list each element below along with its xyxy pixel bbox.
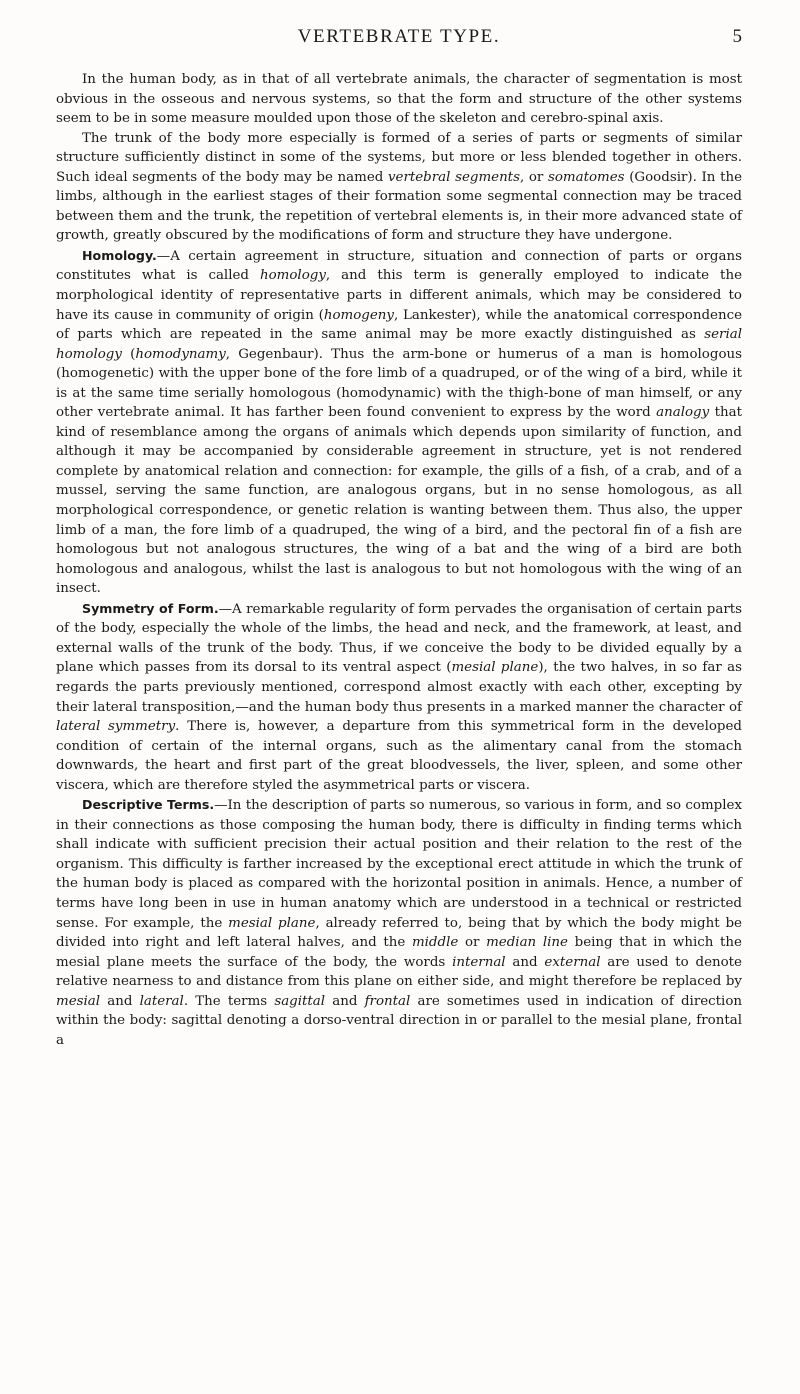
paragraph [56,795,742,1050]
italic-term: lateral symmetry [56,719,176,735]
paragraph [56,70,742,129]
italic-term: somatomes [547,169,625,185]
italic-term: internal [452,954,506,970]
paragraph [56,129,742,246]
text-run: are used to denote relative nearness to and distance from this plane on either side, and might therefore be replaced by [56,954,742,990]
text-run: and [505,954,545,970]
text-run: . The terms [183,993,275,1009]
text-run: ( [121,346,136,362]
paragraph [56,599,742,795]
italic-term: homology [259,268,326,284]
text-run: are sometimes used in indication of direction within the body: sagittal denoting a dorso-ventral direction in or parallel to the mesial plane, frontal a [56,993,742,1048]
paragraph [56,246,742,599]
text-run: , Lankester), while the anatomical correspondence of parts which are repeated in the same animal may be more exactly distinguished as [56,307,743,343]
text-run: (Goodsir). In the limbs, although in the earliest stages of their formation some segmental connection may be traced between them and the trunk, the repetition of vertebral elements is, in their more advanced state of growth, greatly obscured by the modifications of form and structure they have undergone. [56,169,743,244]
italic-term: mesial plane [228,915,316,931]
running-header [56,26,742,66]
italic-term: vertebral segments [387,169,520,185]
text-run: —A remarkable regularity of form pervades the organisation of certain parts of the body, especially the whole of the limbs, the head and neck, and the framework, at least, and external walls of the trunk of the body. Thus, if we conceive the body to be divided equally by a plane which passes from its dorsal to its ventral aspect ( [56,601,742,676]
text-run: and [100,993,140,1009]
text-run: being that in which the mesial plane meets the surface of the body, the words [56,935,742,970]
section-heading: Symmetry of Form. [82,600,219,616]
text-run: In the human body, as in that of all vertebrate animals, the character of segmentation is most obvious in the osseous and nervous systems, so that the form and structure of the other systems seem to be in some measure moulded upon those of the skeleton and cerebro-spinal axis. [56,72,742,127]
page-number: 5 [732,26,742,47]
text-run: —In the description of parts so numerous, so various in form, and so complex in their connections as those composing the human body, there is difficulty in finding terms which shall indicate with sufficient precision their actual position and their relation to the rest of the organism. This difficulty is farther increased by the exceptional erect attitude in which the trunk of the human body is placed as compared with the horizontal position in animals. Hence, a number of terms have long been in use in human anatomy which are understood in a technical or restricted sense. For example, the [56,798,743,931]
italic-term: serial homology [56,327,742,362]
italic-term: middle [411,935,459,951]
italic-term: frontal [364,993,411,1009]
running-title: VERTEBRATE TYPE. [297,26,501,47]
italic-term: homogeny [323,307,394,323]
italic-term: mesial [56,993,101,1009]
text-run: , or [519,169,548,185]
section-heading: Homology. [82,247,157,263]
text-run: and [325,993,365,1009]
italic-term: mesial plane [451,660,539,676]
italic-term: lateral [139,993,184,1009]
text-run: ), the two halves, in so far as regards the parts previously mentioned, correspond almost exactly with each other, excepting by their lateral transposition,—and the human body thus presents in a marked manner the character of [56,660,743,715]
text-run: that kind of resemblance among the organs of animals which depends upon similarity of function, and although it may be accompanied by considerable agreement in structure, yet is not rendered complete by anatomical relation and connection: for example, the gills of a fish, of a crab, and of a mussel, serving the same function, are analogous organs, but in no sense homologous, as all morphological correspondence, or genetic relation is wanting between them. Thus also, the upper limb of a man, the fore limb of a quadruped, the wing of a bird, and the pectoral fin of a fish are homologous but not analogous structures, the wing of a bat and the wing of a bird are both homologous and analogous, whilst the last is analogous to but not homologous with the wing of an insect. [56,405,742,597]
text-run: , Gegenbaur). Thus the arm-bone or humerus of a man is homologous (homogenetic) with the upper bone of the fore limb of a quadruped, or of the wing of a bird, while it is at the same time serially homologous (homodynamic) with the thigh-bone of man himself, or any other vertebrate animal. It has farther been found convenient to express by the word [56,346,742,421]
text-run: —A certain agreement in structure, situation and connection of parts or organs constitutes what is called [56,248,742,284]
text-run: , and this term is generally employed to indicate the morphological identity of representative parts in different animals, which may be considered to have its cause in community of origin ( [56,268,742,323]
italic-term: sagittal [274,993,326,1009]
text-run: or [458,935,487,951]
text-run: . There is, however, a departure from this symmetrical form in the developed condition of certain of the internal organs, such as the alimentary canal from the stomach downwards, the heart and first part of the great bloodvessels, the liver, spleen, and some other viscera, which are therefore styled the asymmetrical parts or viscera. [56,719,742,793]
section-heading: Descriptive Terms. [82,797,215,813]
italic-term: homodynamy [135,346,226,362]
italic-term: analogy [656,405,710,421]
text-run: , already referred to, being that by which the body might be divided into right and left lateral halves, and the [56,915,742,951]
body-text [56,70,742,1050]
italic-term: external [544,954,601,970]
text-run: The trunk of the body more especially is formed of a series of parts or segments of similar structure sufficiently distinct in some of the systems, but more or less blended together in others. Such ideal segments of the body may be named [56,130,742,185]
italic-term: median line [486,935,568,951]
